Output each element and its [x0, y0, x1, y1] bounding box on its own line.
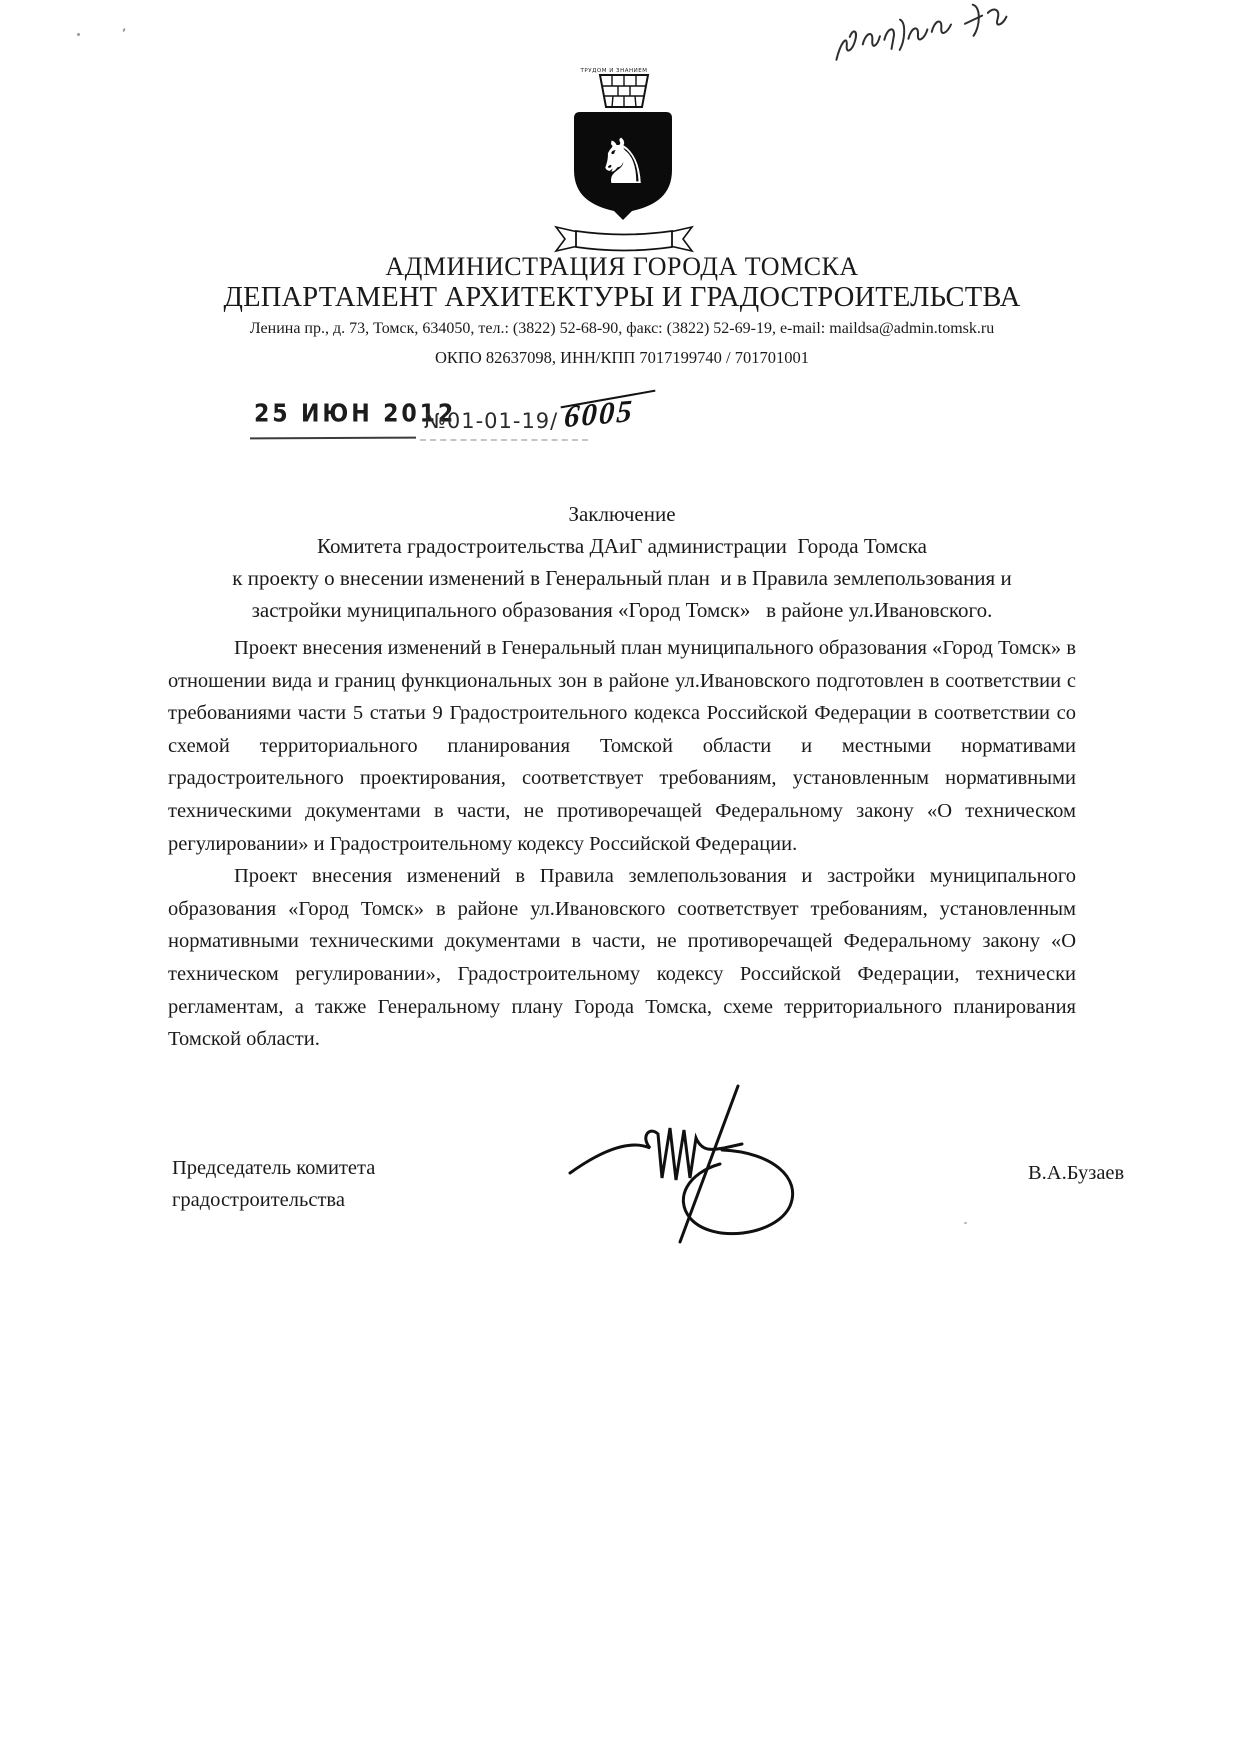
document-title-block — [110, 498, 1134, 626]
signer-position — [172, 1152, 375, 1216]
body-paragraph-2: Проект внесения изменений в Правила землепользования и застройки муниципального образования «Город Томск» в районе ул.Ивановского соответствует требованиям, установленным нормативными техническими документами в части, не противоречащей Федеральному закону «О техническом регулировании», Градостроительному кодексу Российской Федерации, технически регламентам, а также Генеральному плану Города Томска, схеме территориального планирования Томской области. — [168, 865, 1076, 1051]
title-line-1: Заключение — [568, 502, 676, 526]
body-paragraph-1: Проект внесения изменений в Генеральный план муниципального образования «Город Томск» в отношении вида и границ функциональных зон в районе ул.Ивановского подготовлен в соответствии с требованиями части 5 статьи 9 Градостроительного кодекса Российской Федерации в соответствии со схемой территориального планирования Томской области и местными нормативами градостроительного проектирования, соответствует требованиям, установленным нормативными техническими документами в части, не противоречащей Федеральному закону «О техническом регулировании» и Градостроительному кодексу Российской Федерации. — [168, 637, 1076, 855]
date-underline-faint — [420, 439, 588, 441]
org-name-line1: АДМИНИСТРАЦИЯ ГОРОДА ТОМСКА — [385, 252, 859, 281]
org-codes-line: ОКПО 82637098, ИНН/КПП 7017199740 / 701701001 — [434, 348, 809, 367]
signer-position-line2: градостроительства — [172, 1189, 345, 1211]
white-horse-icon: ♞ — [595, 125, 651, 198]
title-line-2: Комитета градостроительства ДАиГ администрации Города Томска — [316, 534, 927, 558]
scan-speck — [964, 1222, 967, 1224]
shield-icon — [570, 110, 676, 222]
org-name-line2: ДЕПАРТАМЕНТ АРХИТЕКТУРЫ И ГРАДОСТРОИТЕЛЬСТВА — [223, 282, 1021, 313]
signature-scribble — [560, 1078, 820, 1248]
title-line-4: застройки муниципального образования «Город Томск» в районе ул.Ивановского. — [251, 598, 993, 622]
outgoing-number-prefix: №01-01-19/ — [424, 409, 559, 433]
title-line-3: к проекту о внесении изменений в Генеральный план и в Правила землепользования и — [232, 566, 1012, 590]
handwritten-note — [823, 0, 1039, 77]
scan-speck — [122, 28, 125, 32]
document-body — [168, 632, 1076, 1056]
date-stamp: 25 ИЮН 2012 — [254, 400, 457, 429]
org-address-line: Ленина пр., д. 73, Томск, 634050, тел.: (3822) 52-68-90, факс: (3822) 52-69-19, e-mail: maildsa@admin.tomsk.ru — [249, 320, 995, 337]
signer-name: В.А.Бузаев — [1028, 1162, 1125, 1184]
date-underline — [250, 437, 416, 440]
emblem-motto: ТРУДОМ И ЗНАНИЕМ — [580, 68, 648, 74]
scan-speck — [77, 33, 80, 36]
motto-ribbon-icon — [552, 224, 696, 254]
handwritten-number: 6005 — [563, 392, 635, 435]
tomsk-coat-of-arms — [542, 60, 702, 255]
mural-crown-icon — [598, 74, 650, 108]
signer-position-line1: Председатель комитета — [172, 1157, 376, 1179]
